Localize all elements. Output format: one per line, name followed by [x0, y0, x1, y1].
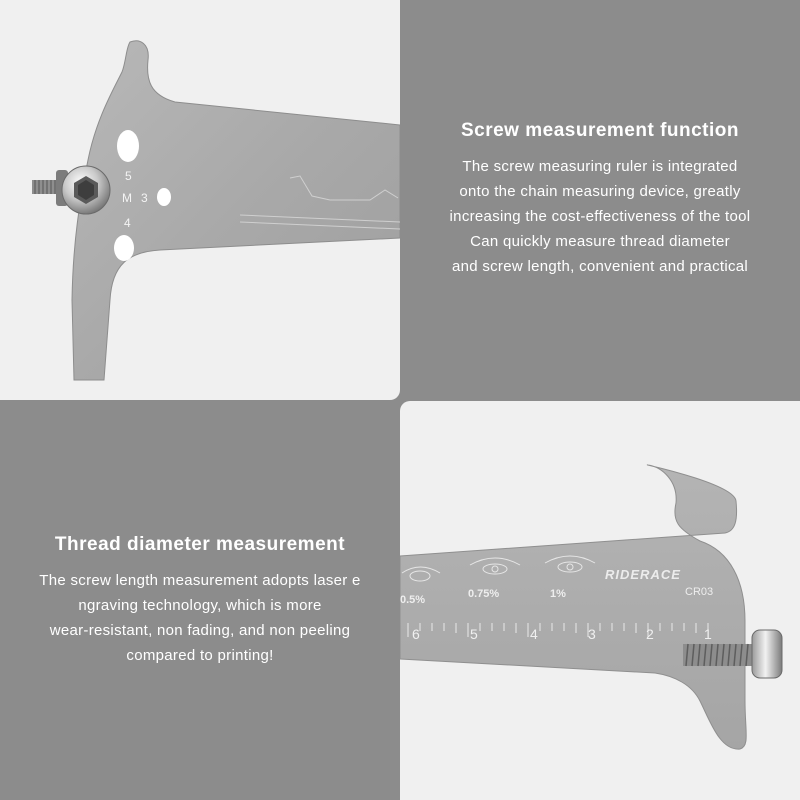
label-4: 4: [124, 216, 131, 230]
desc-line: increasing the cost-effectiveness of the tool: [449, 208, 751, 225]
ruler-number-6: 6: [412, 626, 420, 642]
label-5: 5: [125, 169, 132, 183]
desc-line: compared to printing!: [126, 647, 274, 664]
desc-line: The screw measuring ruler is integrated: [462, 158, 738, 175]
chain-checker-tool-bottom: [400, 401, 800, 800]
wear-label-075: 0.75%: [468, 588, 500, 600]
heading-thread-diameter: Thread diameter measurement: [54, 534, 346, 555]
desc-line: onto the chain measuring device, greatly: [459, 183, 741, 200]
hole-m3: [157, 188, 171, 206]
desc-line: Can quickly measure thread diameter: [470, 233, 730, 250]
ruler-number-5: 5: [470, 626, 478, 642]
product-photo-thread-gauge: [0, 0, 400, 400]
wear-label-05: 0.5%: [400, 594, 426, 606]
desc-line: wear-resistant, non fading, and non peeling: [49, 622, 351, 639]
desc-line: and screw length, convenient and practical: [451, 258, 749, 275]
hole-large: [117, 130, 139, 162]
ruler-number-1: 1: [704, 626, 712, 642]
tool-body: [400, 465, 746, 749]
desc-line: ngraving technology, which is more: [78, 597, 322, 614]
label-m: M: [122, 191, 132, 205]
screw-measurement-text: [405, 120, 795, 279]
ruler-number-4: 4: [530, 626, 538, 642]
ruler-number-2: 2: [646, 626, 654, 642]
label-3: 3: [141, 191, 148, 205]
brand-logo: RIDERACE: [605, 567, 681, 582]
product-photo-length-ruler: [400, 401, 800, 800]
screw-icon: [32, 166, 110, 214]
chain-checker-tool-top: [0, 0, 400, 400]
desc-line: The screw length measurement adopts laser e: [39, 572, 361, 589]
ruler-number-3: 3: [588, 626, 596, 642]
thread-diameter-text: [6, 534, 394, 668]
tool-body: [72, 41, 400, 380]
heading-screw-measurement: Screw measurement function: [460, 120, 740, 141]
hole-m4: [114, 235, 134, 261]
model-label: CR03: [685, 586, 714, 598]
wear-label-1: 1%: [550, 588, 566, 600]
